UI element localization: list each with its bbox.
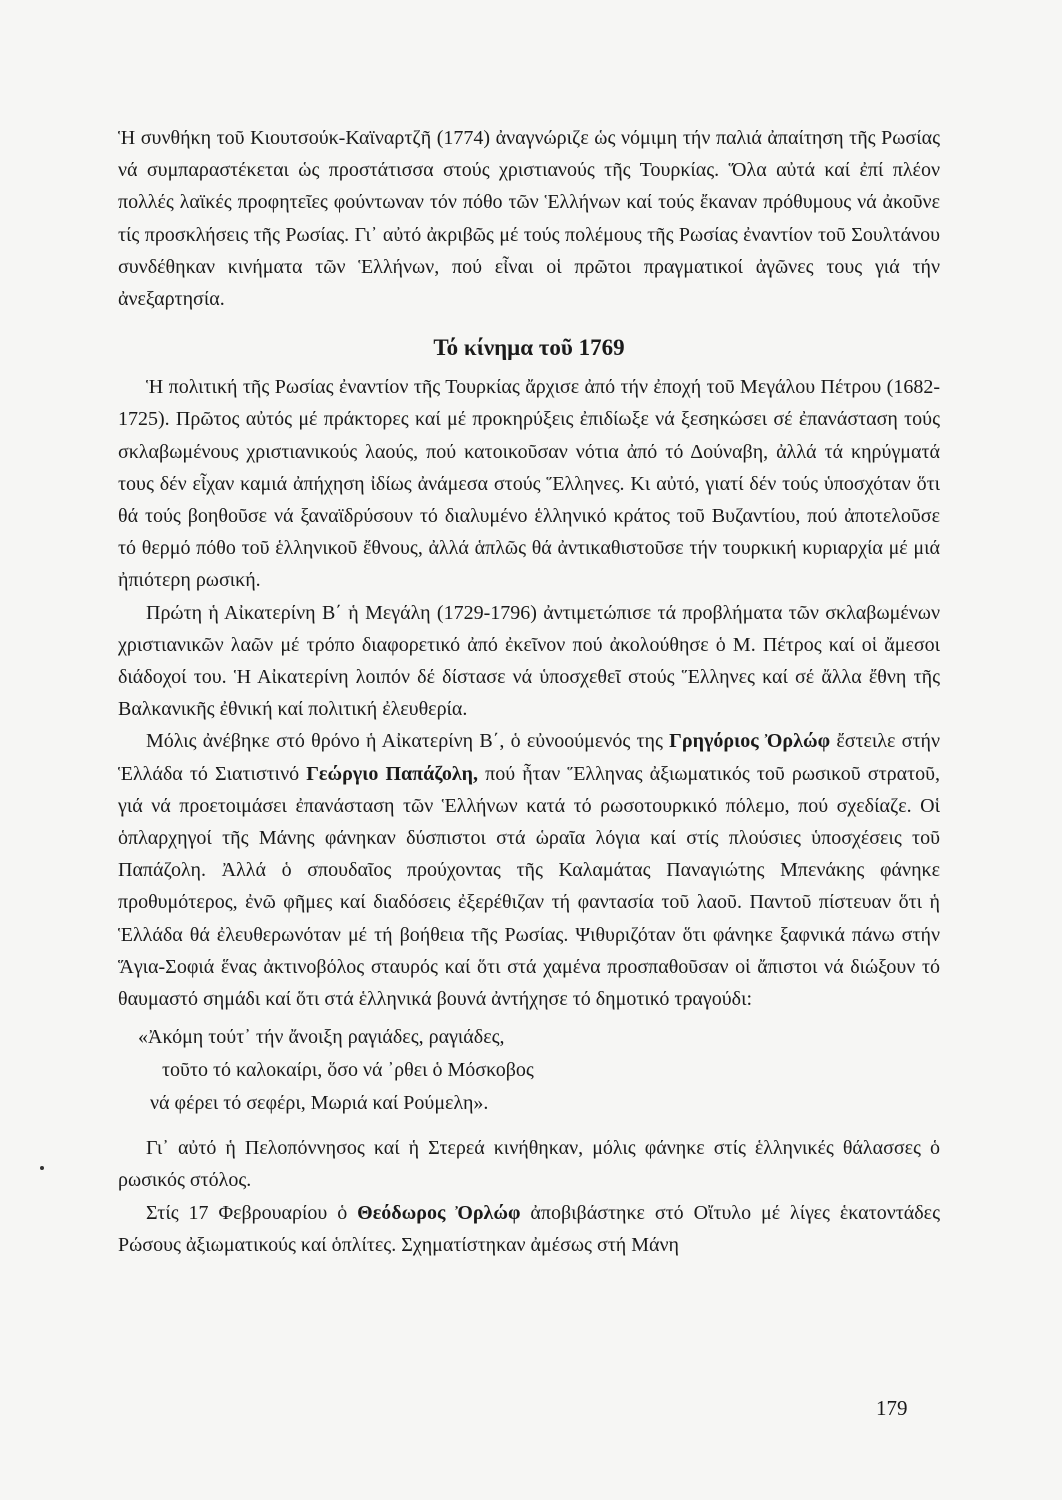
name-grigorios-orlof: Γρηγόριος Ὀρλώφ <box>669 730 831 753</box>
folk-song <box>138 1021 940 1120</box>
margin-mark <box>40 1166 44 1170</box>
section-title: Τό κίνημα τοῦ 1769 <box>433 335 625 361</box>
paragraph-4: Γι᾽ αὐτό ἡ Πελοπόννησος καί ἡ Στερεά κινήθηκαν, μόλις φάνηκε στίς ἑλληνικές θάλασσες ὁ ρωσικός στόλος. <box>118 1137 940 1192</box>
page-number: 179 <box>876 1396 908 1420</box>
p3-text-c: πού ἦταν Ἕλληνας ἀξιωματικός τοῦ ρωσικοῦ στρατοῦ, γιά νά προετοιμάσει ἐπανάσταση τῶν Ἑλλήνων κατά τό ρωσοτουρκικό πόλεμο, πού σχεδίαζε. Οἱ ὁπλαρχηγοί τῆς Μάνης φάνηκαν δύσπιστοι στά ὡραῖα λόγια καί στίς πλούσιες ὑποσχέσεις τοῦ Παπάζολη. Ἀλλά ὁ σπουδαῖος προύχοντας τῆς Καλαμάτας Παναγιώτης Μπενάκης φάνηκε προθυμότερος, ἐνῶ φῆμες καί διαδόσεις ἐξερέθιζαν τή φαντασία τοῦ λαοῦ. Παντοῦ πίστευαν ὅτι ἡ Ἑλλάδα θά ἐλευθερωνόταν μέ τή βοήθεια τῆς Ρωσίας. Ψιθυριζόταν ὅτι φάνηκε ξαφνικά πάνω στήν Ἅγια-Σοφιά ἕνας ἀκτινοβόλος σταυρός καί ὅτι στά χαμένα προσπαθοῦσαν οἱ ἄπιστοι νά διώξουν τό θαυμαστό σημάδι καί ὅτι στά ἑλληνικά βουνά ἀντήχησε τό δημοτικό τραγούδι: <box>118 762 941 1011</box>
paragraph-5 <box>118 1197 940 1261</box>
name-georgios-papazolis: Γεώργιο Παπάζολη, <box>306 762 479 785</box>
p5-text-b: ἀποβιβάστηκε στό Οἴτυλο μέ λίγες ἑκατοντάδες Ρώσους ἀξιωματικούς καί ὁπλίτες. Σχηματίστηκαν ἀμέσως στή Μάνη <box>118 1201 940 1256</box>
name-theodoros-orlof: Θεόδωρος Ὀρλώφ <box>357 1201 521 1224</box>
paragraph-3 <box>118 725 940 1015</box>
p5-text-a: Στίς 17 Φεβρουαρίου ὁ <box>146 1201 358 1224</box>
page-body <box>118 122 940 1261</box>
p3-text-a: Μόλις ἀνέβηκε στό θρόνο ἡ Αἰκατερίνη Β΄, ὁ εὐνοούμενός της <box>146 730 670 753</box>
paragraph-1: Ἡ πολιτική τῆς Ρωσίας ἐναντίον τῆς Τουρκίας ἄρχισε ἀπό τήν ἐποχή τοῦ Μεγάλου Πέτρου (1682-1725). Πρῶτος αὐτός μέ πράκτορες καί μέ προκηρύξεις ἐπιδίωξε νά ξεσηκώσει σέ ἐπανάσταση τούς σκλαβωμένους χριστιανικούς λαούς, πού κατοικοῦσαν νότια ἀπό τό Δούναβη, ἀλλά τά κηρύγματά τους δέν εἶχαν καμιά ἀπήχηση ἰδίως ἀνάμεσα στούς Ἕλληνες. Κι αὐτό, γιατί δέν τούς ὑποσχόταν ὅτι θά τούς βοηθοῦσε νά ξαναϊδρύσουν τό διαλυμένο ἑλληνικό κράτος τοῦ Βυζαντίου, πού ἀποτελοῦσε τό θερμό πόθο τοῦ ἑλληνικοῦ ἔθνους, ἀλλά ἁπλῶς θά ἀντικαθιστοῦσε τήν τουρκική κυριαρχία μέ μιά ἠπιότερη ρωσική. <box>118 376 940 592</box>
intro-paragraph: Ἡ συνθήκη τοῦ Κιουτσούκ-Καϊναρτζῆ (1774) ἀναγνώριζε ὡς νόμιμη τήν παλιά ἀπαίτηση τῆς Ρωσίας νά συμπαραστέκεται ὡς προστάτισσα στούς χριστιανούς τῆς Τουρκίας. Ὅλα αὐτά καί ἐπί πλέον πολλές λαϊκές προφητεῖες φούντωναν τόν πόθο τῶν Ἑλλήνων καί τούς ἔκαναν πρόθυμους νά ἀκοῦνε τίς προσκλήσεις τῆς Ρωσίας. Γι᾽ αὐτό ἀκριβῶς μέ τούς πολέμους τῆς Ρωσίας ἐναντίον τοῦ Σουλτάνου συνδέθηκαν κινήματα τῶν Ἑλλήνων, πού εἶναι οἱ πρῶτοι πραγματικοί ἀγῶνες τους γιά τήν ἀνεξαρτησία. <box>118 127 940 311</box>
p3-text-b: ἔστειλε στήν Ἑλλάδα τό Σιατιστινό <box>118 730 940 785</box>
poem-line-3: νά φέρει τό σεφέρι, Μωριά καί Ρούμελη». <box>150 1092 489 1115</box>
poem-line-2: τοῦτο τό καλοκαίρι, ὅσο νά ᾽ρθει ὁ Μόσκοβος <box>162 1059 534 1082</box>
paragraph-2: Πρώτη ἡ Αἰκατερίνη Β΄ ἡ Μεγάλη (1729-1796) ἀντιμετώπισε τά προβλήματα τῶν σκλαβωμένων χριστιανικῶν λαῶν μέ τρόπο διαφορετικό ἀπό ἐκεῖνον πού ἀκολούθησε ὁ Μ. Πέτρος καί οἱ ἄμεσοι διάδοχοί του. Ἡ Αἰκατερίνη λοιπόν δέ δίστασε νά ὑποσχεθεῖ στούς Ἕλληνες καί σέ ἄλλα ἔθνη τῆς Βαλκανικῆς ἐθνική καί πολιτική ἐλευθερία. <box>118 601 940 721</box>
poem-line-1: «Ἀκόμη τούτ᾽ τήν ἄνοιξη ραγιάδες, ραγιάδες, <box>138 1026 505 1049</box>
